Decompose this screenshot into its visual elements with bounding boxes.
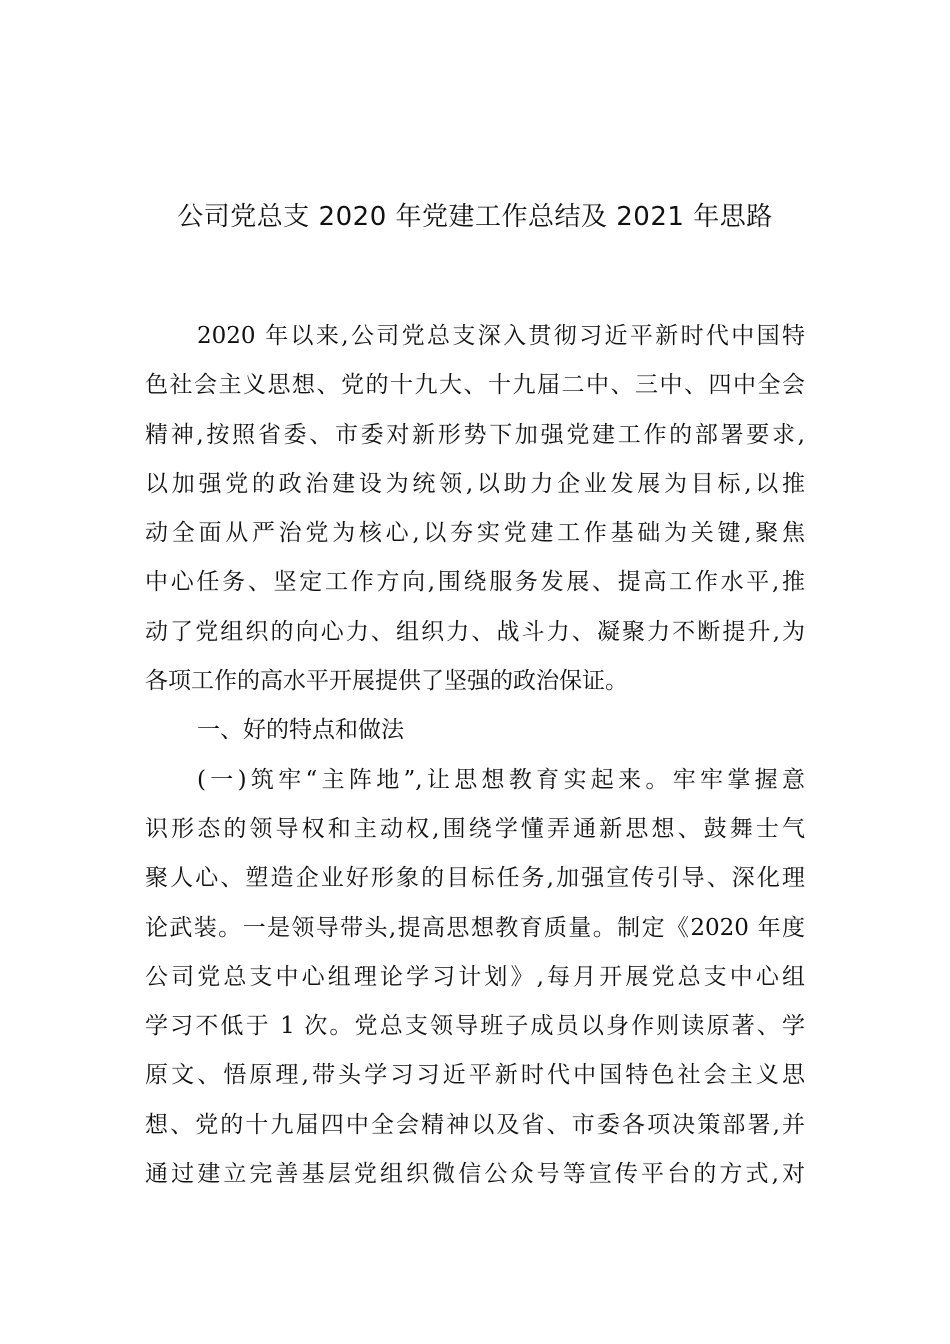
paragraph-line: 以加强党的政治建设为统领,以助力企业发展为目标,以推 <box>145 470 805 497</box>
section-heading: 一、好的特点和做法 <box>197 717 404 744</box>
paragraph-line: 中心任务、坚定工作方向,围绕服务发展、提高工作水平,推 <box>145 569 805 596</box>
paragraph-line: 论武装。一是领导带头,提高思想教育质量。制定《2020 年度 <box>145 914 805 941</box>
paragraph-line: 通过建立完善基层党组织微信公众号等宣传平台的方式,对 <box>145 1161 805 1188</box>
paragraph-line: 色社会主义思想、党的十九大、十九届二中、三中、四中全会 <box>145 372 805 399</box>
paragraph-line: 动全面从严治党为核心,以夯实党建工作基础为关键,聚焦 <box>145 520 805 547</box>
paragraph-line: 2020 年以来,公司党总支深入贯彻习近平新时代中国特 <box>197 323 805 349</box>
paragraph-line: 聚人心、塑造企业好形象的目标任务,加强宣传引导、深化理 <box>145 865 805 892</box>
paragraph-line: 想、党的十九届四中全会精神以及省、市委各项决策部署,并 <box>145 1111 805 1138</box>
paragraph-line: 原文、悟原理,带头学习习近平新时代中国特色社会主义思 <box>145 1062 805 1089</box>
document-title: 公司党总支 2020 年党建工作总结及 2021 年思路 <box>177 202 773 232</box>
document-body <box>145 312 805 1199</box>
paragraph-line: 各项工作的高水平开展提供了坚强的政治保证。 <box>145 668 628 695</box>
paragraph-line: 公司党总支中心组理论学习计划》,每月开展党总支中心组 <box>145 963 805 990</box>
paragraph-line: 学习不低于 1 次。党总支领导班子成员以身作则读原著、学 <box>145 1013 805 1040</box>
paragraph-line: 动了党组织的向心力、组织力、战斗力、凝聚力不断提升,为 <box>145 618 805 645</box>
paragraph-line: 精神,按照省委、市委对新形势下加强党建工作的部署要求, <box>145 421 805 448</box>
paragraph-line: (一)筑牢“主阵地”,让思想教育实起来。牢牢掌握意 <box>197 766 805 793</box>
paragraph-line: 识形态的领导权和主动权,围绕学懂弄通新思想、鼓舞士气 <box>145 815 805 842</box>
